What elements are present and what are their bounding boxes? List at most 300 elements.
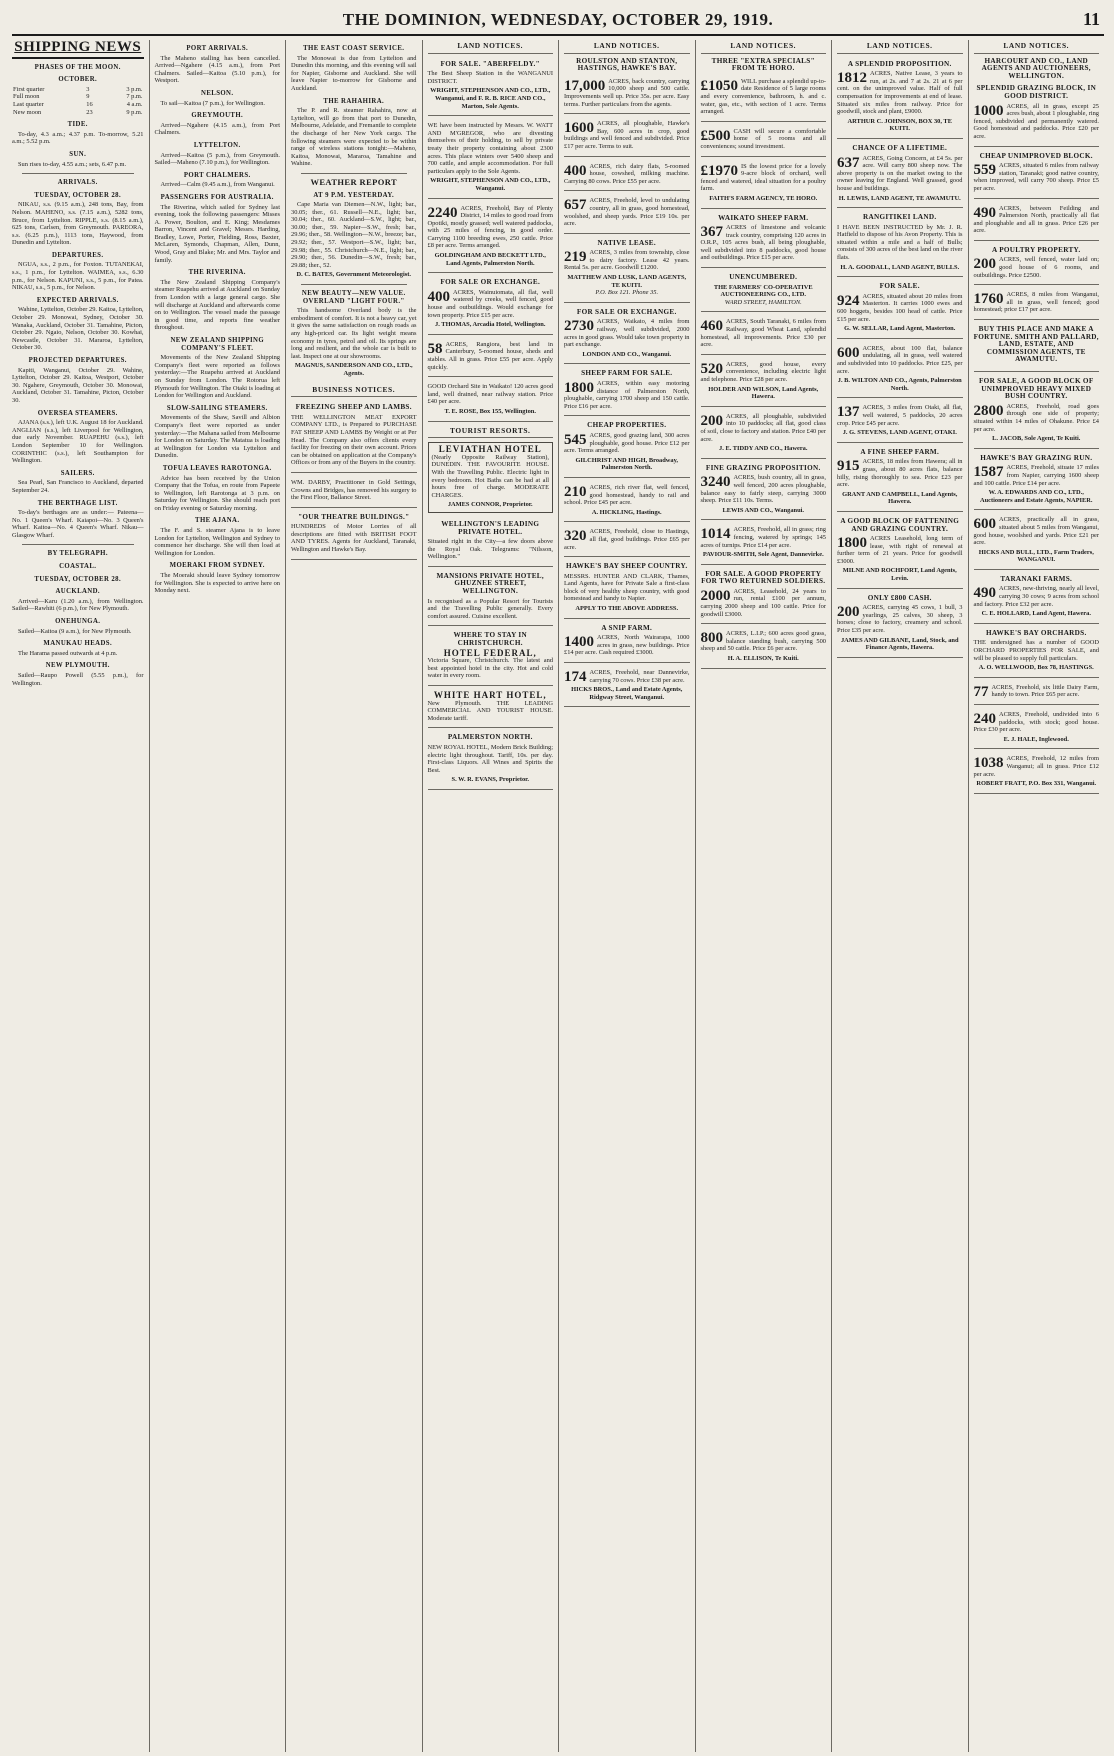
column-heading: LAND NOTICES.: [428, 40, 554, 54]
ad-heading: MANSIONS PRIVATE HOTEL, GHUZNEE STREET, WELLINGTON.: [436, 571, 544, 596]
ad-signature: ROBERT FRATT, P.O. Box 331, Wanganui.: [976, 780, 1097, 788]
east-coast-heading: THE EAST COAST SERVICE.: [303, 45, 405, 52]
ad-price: £1970: [700, 162, 738, 179]
ad-acreage: 1014: [700, 526, 731, 543]
port-place: GREYMOUTH.: [191, 112, 244, 120]
ad-signature: LONDON AND CO., Wanganui.: [582, 350, 672, 358]
land-ad: [701, 410, 827, 459]
slow-sailing-text: Movements of the Shaw, Savill and Albion Company's fleet were reported as under yesterday:—The Mahana sailed from Melbourne for London on Saturday. The Matatua is loading at Wellington for London via Lyttelton and Dunedin.: [154, 414, 280, 460]
expected-heading: EXPECTED ARRIVALS.: [36, 296, 119, 304]
ad-heading: ONLY £800 CASH.: [867, 593, 932, 602]
hotel-name: HOTEL FEDERAL,: [443, 647, 537, 658]
wellington-hotel-ad: [428, 518, 554, 567]
ad-text: ACRES, Freehold, road goes through one side of property; situated within 14 miles of Ohakune. Price £4 per acre.: [973, 402, 1099, 433]
berthage-text: To-day's berthages are as under:— Pateena—No. 1 Queen's Wharf. Kaiapoi—No. 3 Queen's Wharf. Kaitoa—No. 4 Queen's Wharf. Nikau—Glasgow Wharf.: [12, 509, 144, 539]
ad-heading: CHEAP UNIMPROVED BLOCK.: [979, 151, 1093, 160]
land-ad: [701, 315, 827, 354]
ad-text: ACRES of limestone and volcanic track country, comprising 120 acres in O.R.P., 105 acres bush, all being ploughable, well subdivided into 8 paddocks, good house and outbuildings. Price £15 per acre.: [700, 224, 826, 262]
ad-acreage: 915: [837, 458, 860, 475]
ad-signature: A. HICKLING, Hastings.: [591, 508, 662, 516]
land-ad: [701, 523, 827, 564]
column-land-notices-4: [831, 40, 968, 1752]
ad-acreage: 210: [564, 483, 587, 500]
ad-acreage: 1587: [973, 464, 1004, 481]
for-sale-ad: [837, 280, 963, 339]
ad-heading: RANGITIKEI LAND.: [863, 213, 937, 222]
waikato-sheep-farm-ad: [701, 212, 827, 269]
land-ad: [564, 525, 690, 557]
ad-text: ACRES, bush country, all in grass, well fenced, 200 acres ploughable, balance easy to fairly steep, carrying 3000 sheep. Price £11 10s. Terms.: [700, 474, 826, 505]
column-land-notices-1: [422, 40, 559, 1752]
firm-heading: HARCOURT AND CO., LAND AGENTS AND AUCTIONEERS, WELLINGTON.: [981, 56, 1091, 80]
ad-acreage: 2730: [564, 318, 594, 335]
white-hart-hotel-ad: [428, 689, 554, 728]
ad-acreage: 657: [564, 197, 587, 214]
cash-ad: [837, 592, 963, 658]
ad-text: ACRES, Native Lease, 3 years to run, at 2s. and 7 at 2s. 21 at 6 per cent. on the unimproved value. Half of full compensation for improvements at end of lease. Situated six miles from railway. Price for goodwill, stock and plant, £9000.: [837, 70, 963, 116]
ad-acreage: 137: [837, 404, 860, 421]
ad-acreage: 174: [564, 669, 587, 686]
ad-signature: J. G. STEVENS, LAND AGENT, OTAKI.: [842, 429, 957, 437]
berthage-heading: THE BERTHAGE LIST.: [37, 499, 118, 507]
ad-acreage: 200: [700, 412, 723, 429]
column-shipping-news: [12, 40, 149, 1752]
ad-acreage: 400: [427, 288, 450, 305]
ad-acreage: 2240: [427, 204, 458, 221]
land-ad: [564, 75, 690, 114]
ad-acreage: 490: [973, 585, 996, 602]
ad-text: ACRES, Waikato, 4 miles from railway, well subdivided, 2000 acres in good grass. Would take town property in part exchange.: [564, 318, 690, 349]
land-ad: [974, 513, 1100, 570]
ad-acreage: 200: [837, 604, 860, 621]
ad-signature: G. W. SELLAR, Land Agent, Masterton.: [844, 325, 956, 333]
overseas-text: AJANA (s.s.), left U.K. August 18 for Auckland. ANGLIAN (s.s.), left Liverpool for Wellington, due early November. RUAPEHU (s.s.), left London September 10 for Wellington. CORINTHIC (s.s.), left Southampton for Wellington.: [12, 419, 144, 465]
motor-ad: [291, 511, 417, 560]
unencumbered-ad: [701, 271, 827, 312]
ad-acreage: 2800: [973, 402, 1004, 419]
leviathan-hotel-ad: [428, 442, 554, 513]
ad-heading: FOR SALE. "ABERFELDY.": [440, 59, 540, 68]
columns: [12, 40, 1104, 1752]
ad-acreage: 1800: [564, 380, 594, 396]
bush-country-ad: [974, 375, 1100, 449]
dentist-ad: [291, 476, 417, 508]
fine-grazing-ad: [701, 462, 827, 521]
riverina-text: The New Zealand Shipping Company's steamer Ruapehu arrived at Auckland on Sunday from London with a large general cargo. She will discharge at Auckland and afterwards come on to Wellington. The vessel made the passage in good time, and reports fine weather throughout.: [154, 278, 280, 332]
departures-heading: DEPARTURES.: [52, 251, 104, 259]
ad-acreage: 1000: [973, 102, 1004, 119]
riverina-heading: THE RIVERINA.: [188, 269, 246, 277]
orchards-ad: [974, 627, 1100, 678]
firm-heading: ROULSTON AND STANTON, HASTINGS, HAWKE'S BAY.: [576, 56, 678, 73]
hotel-proprietor: JAMES CONNOR, Proprietor.: [447, 501, 533, 509]
ad-text: ACRES, Rangiora, best land in Canterbury, 5-roomed house, sheds and stables. All in grass. Price £55 per acre. Apply quickly.: [427, 340, 553, 371]
overland-heading: NEW BEAUTY—NEW VALUE. OVERLAND "LIGHT FOUR.": [301, 290, 406, 305]
ad-signature: ARTHUR C. JOHNSON, BOX 30, TE KUITI.: [847, 117, 952, 133]
hotel-name: WHITE HART HOTEL,: [433, 690, 547, 700]
ad-signature: W. A. EDWARDS AND CO., LTD., Auctioneers and Estate Agents, NAPIER.: [979, 489, 1093, 504]
ad-text: ACRES, all ploughable, subdivided into 10 paddocks; all flat, good class of soil, close to factory and station. Price £40 per acre.: [700, 412, 826, 443]
weather-subheading: AT 9 P.M. YESTERDAY.: [313, 191, 395, 199]
orchard-ad: [428, 380, 554, 421]
cheap-properties-ad: [564, 419, 690, 478]
ad-heading: FOR SALE, A GOOD BLOCK OF UNIMPROVED HEAVY MIXED BUSH COUNTRY.: [978, 377, 1094, 401]
ad-signature: HOLDER AND WILSON, Land Agents, Hawera.: [708, 385, 819, 401]
coastal-place: NEW PLYMOUTH.: [45, 662, 110, 670]
returned-soldiers-ad: [701, 568, 827, 625]
land-ad: [974, 288, 1100, 320]
ad-text: MESSRS. HUNTER AND CLARK, Thames, Land Agents, have for Private Sale a first-class block of very healthy sheep country, with good homestead and handy to Napier.: [564, 572, 690, 603]
column-heading: LAND NOTICES.: [564, 40, 690, 54]
christchurch-hotel-ad: [428, 629, 554, 686]
tourist-resorts-heading: TOURIST RESORTS.: [428, 425, 554, 439]
taranaki-farms-ad: [974, 573, 1100, 624]
port-place: NELSON.: [201, 89, 234, 97]
land-ad: [428, 338, 554, 377]
coastal-place: ONEHUNGA.: [55, 618, 101, 626]
ad-text: ACRES, carrying 45 cows, 1 bull, 3 yearlings, 25 calves, 30 sheep, 3 horses; close to factory, creamery and school. Price £35 per acre.: [837, 604, 963, 635]
business-notices-heading: BUSINESS NOTICES.: [291, 384, 417, 398]
ad-text: ACRES, Freehold, Bay of Plenty District, 14 miles to good road from Opotiki, mostly grassed; well watered paddocks, with 25 miles of fencing, in good order. Carrying 1100 breeding ewes, 250 cattle. Price £8 per acre. Terms arranged.: [427, 204, 553, 250]
ad-text: ACRES, situated about 20 miles from Masterton. It carries 1000 ewes and 600 hoggets, besides 100 head of cattle. Price £15 per acre.: [837, 292, 963, 323]
ad-acreage: 1812: [837, 70, 867, 87]
ad-text: ACRES, Freehold, situate 17 miles from Napier, carrying 1600 sheep and 100 cattle. Price £14 per acre.: [973, 464, 1099, 487]
land-ad: [974, 752, 1100, 793]
ad-heading: WAIKATO SHEEP FARM.: [718, 213, 809, 222]
telegraph-heading: BY TELEGRAPH.: [47, 550, 108, 558]
rahahira-text: The P. and R. steamer Rahahira, now at Lyttelton, will go from that port to Dunedin, Melbourne, Adelaide, and Fremantle to complete the discharge of her New York cargo. The following steamers were expected to be within range of wireless stations tonight:—Maheno, Kaitoa, Monowai, Mararoa, Tamahine and Wahine.: [291, 107, 417, 168]
ad-signature: C. E. HOLLARD, Land Agent, Hawera.: [981, 610, 1091, 618]
motor-heading: "OUR THEATRE BUILDINGS.": [298, 512, 410, 521]
passengers-text: The Riverina, which sailed for Sydney last evening, took the following passengers: Misses A. Power, Boulton, and E. King; Mesdames Barron, Vincent and Gravel; Messrs. Harding, Bradley, Lowe, Porter, Fielding, Ross, Baxter, McLaren, Symonds, Chapman, Allen, Dunn, Wood, Gray and Blake; Mr. and Mrs. Taylor and family.: [154, 203, 280, 264]
ad-text: GOOD Orchard Site in Waikato! 120 acres good land, well drained, near railway station. Price £40 per acre.: [427, 383, 553, 406]
ad-signature: S. W. R. EVANS, Proprietor.: [451, 776, 529, 784]
grazing-block-ad: [974, 82, 1100, 146]
ad-heading: NATIVE LEASE.: [597, 238, 656, 247]
divider: [301, 173, 407, 174]
ad-text: ACRES, Freehold, undivided into 6 paddocks, with stock; good house. Price £30 per acre.: [973, 711, 1099, 734]
aberfeldy-ad: [428, 58, 554, 117]
ad-heading: CHEAP PROPERTIES.: [587, 421, 667, 430]
ad-heading: WELLINGTON'S LEADING PRIVATE HOTEL.: [441, 519, 540, 536]
divider: [22, 544, 134, 545]
arrivals-heading: ARRIVALS.: [57, 179, 98, 187]
slow-sailing-heading: SLOW-SAILING STEAMERS.: [166, 404, 268, 412]
ad-acreage: 367: [700, 224, 723, 241]
ad-text: ACRES, new-thriving, nearly all level, carrying 30 cows; 9 acres from school and factory. Price £32 per acre.: [973, 585, 1099, 608]
ad-acreage: 320: [564, 528, 587, 545]
ad-text: ACRES, practically all in grass, situated about 5 miles from Wanganui, good house, woolshed and yards. Price £21 per acre.: [973, 516, 1099, 547]
ad-text: ACRES, rich river flat, well fenced, good homestead, handy to rail and school. Price £45 per acre.: [564, 483, 690, 507]
ad-signature: J. THOMAS, Arcadia Hotel, Wellington.: [435, 321, 546, 329]
ad-signature: JAMES AND GILBANE, Land, Stock, and Finance Agents, Hawera.: [840, 636, 959, 652]
tide-heading: TIDE.: [67, 121, 88, 129]
ad-text: ACRES, 3 miles from township, close to dairy factory. Lease 42 years. Rental 5s. per acre. Goodwill £1200.: [564, 249, 690, 272]
ad-signature: H. LEWIS, LAND AGENT, TE AWAMUTU.: [838, 194, 961, 202]
ad-acreage: 77: [973, 683, 989, 700]
palmerston-hotel-ad: [428, 731, 554, 790]
coastal-place: AUCKLAND.: [55, 588, 101, 596]
coastal-text: Sailed—Kaitoa (9 a.m.), for New Plymouth.: [18, 627, 132, 635]
ad-signature: GILCHRIST AND HIGH, Broadway, Palmerston North.: [575, 456, 679, 472]
weather-text: Cape Maria van Diemen—N.W., light; bar., 30.05; ther., 61. Russell—N.E., light; bar., 30.04; ther., 60. Auckland—S.W., light; bar., 30.00; ther., 59. Napier—S.W., fresh; bar., 29.96; ther., 58. Wellington—N.W., breeze; bar., 29.92; ther., 57. Westport—S.W., light; bar., 29.98; ther., 55. Christchurch—N.E., light; bar., 29.90; ther., 56. Dunedin—S.W., fresh; bar., 29.88; ther., 52.: [291, 201, 417, 269]
ad-price: £500: [700, 127, 731, 144]
table-row: Full moon 9 7 p.m.: [13, 93, 143, 101]
land-ad: [701, 358, 827, 407]
ad-text: WILL purchase a splendid up-to-date Residence of 5 large rooms and every convenience, bathroom, h. and c. water, gas, etc., with section of 1 acre. Terms arranged.: [700, 77, 826, 116]
expected-text: Wahine, Lyttelton, October 29. Kaitoa, Lyttelton, October 29. Monowai, Sydney, October 30. Wanaka, Auckland, October 31. Tamahine, Picton, October 29. Ngaio, Nelson, October 30. Kowhai, Newcastle, October 31. Mararoa, Lyttelton, October 30.: [12, 306, 144, 352]
ad-heading: SHEEP FARM FOR SALE.: [581, 369, 673, 378]
ad-text: New Plymouth. THE LEADING COMMERCIAL AND TOURIST HOUSE. Moderate tariff.: [427, 699, 553, 722]
ad-heading: A POULTRY PROPERTY.: [992, 245, 1081, 254]
ad-acreage: 1800: [837, 535, 867, 552]
moeraki-heading: MOERAKI FROM SYDNEY.: [169, 562, 265, 570]
ad-signature: LEWIS AND CO., Wanganui.: [722, 506, 805, 514]
masthead: [12, 6, 1104, 36]
ad-heading: A SPLENDID PROPOSITION.: [847, 59, 952, 68]
port-place: PORT CHALMERS.: [183, 171, 251, 179]
poultry-ad: [974, 244, 1100, 285]
ad-acreage: 520: [700, 360, 723, 377]
arrivals-text: NIKAU, s.s. (9.15 a.m.), 248 tons, Bay, from Nelson. MAHENO, s.s. (7.15 a.m.), 5282 tons, Bruce, from Lyttelton. RIPPLE, s.s. (8.15 a.m.), 625 tons, Carlsen, from Greymouth. PAREORA, s.s. (6.25 p.m.), 1113 tons, Haywood, from Dunedin and Lyttelton.: [12, 201, 144, 247]
coastal-date: TUESDAY, OCTOBER 28.: [34, 575, 122, 583]
ad-heading: FOR SALE.: [879, 282, 920, 291]
coastal-place: MANUKAU HEADS.: [43, 640, 113, 648]
ad-heading: WHERE TO STAY IN CHRISTCHURCH.: [453, 631, 528, 648]
ad-heading: FOR SALE. A GOOD PROPERTY FOR TWO RETURNED SOLDIERS.: [701, 569, 826, 586]
ad-text: ACRES, Freehold, 12 miles from Wanganui; all in grass. Price £12 per acre.: [973, 755, 1099, 778]
ad-acreage: 17,000: [564, 77, 606, 94]
coastal-text: Sailed—Raupo Powell (5.55 p.m.), for Wellington.: [12, 672, 144, 687]
grazing-run-ad: [974, 452, 1100, 511]
table-row: First quarter 3 3 p.m.: [13, 85, 143, 93]
ad-acreage: 219: [564, 249, 587, 266]
ad-text: ACRES, within easy motoring distance of Palmerston North, ploughable, carrying 1700 sheep and 150 cattle. Price £16 per acre.: [564, 380, 690, 410]
land-ad: [564, 160, 690, 192]
land-ad: [564, 666, 690, 707]
ad-signature: GOLDINGHAM AND BECKETT LTD., Land Agents, Palmerston North.: [434, 252, 546, 267]
ad-heading: A SNIP FARM.: [601, 623, 653, 632]
column-land-notices-5: [968, 40, 1105, 1752]
ad-acreage: 1760: [973, 291, 1004, 308]
port-place: LYTTELTON.: [193, 141, 241, 149]
arrivals-date: TUESDAY, OCTOBER 28.: [34, 191, 122, 199]
ad-text: I HAVE BEEN INSTRUCTED by Mr. J. R. Hatfield to dispose of his Avon Property. This is situated within a mile and a half of Bulls; consists of 300 acres of the best land on the river flats.: [837, 223, 963, 262]
column-land-notices-3: [695, 40, 832, 1752]
hotel-name: LEVIATHAN HOTEL: [438, 444, 542, 455]
ad-text: ACRES Leasehold, long term of lease, with right of renewal at further term of 21 years. Price for goodwill £3000.: [837, 535, 963, 565]
ad-signature: MILNE AND ROCHFORT, Land Agents, Levin.: [842, 567, 957, 583]
ad-heading: BUY THIS PLACE AND MAKE A FORTUNE. SMITH AND PALLARD, LAND, ESTATE, AND COMMISSION AGENTS, TE AWAMUTU.: [973, 325, 1099, 364]
ad-signature: J. E. TIDDY AND CO., Hawera.: [719, 445, 808, 453]
ad-signature: HICKS BROS., Land and Estate Agents, Ridgway Street, Wanganui.: [571, 686, 683, 701]
nz-shipping-heading: NEW ZEALAND SHIPPING COMPANY'S FLEET.: [170, 337, 265, 352]
ad-text: ACRES, Freehold, level to undulating country, all in grass, good homestead, woolshed, and sheep yards. Price £19 10s. per acre.: [564, 197, 690, 228]
ad-signature: FAITH'S FARM AGENCY, TE HORO.: [709, 194, 818, 202]
table-row: New moon 23 9 p.m.: [13, 108, 143, 116]
ad-text: ACRES, L.I.P.; 600 acres good grass, balance standing bush, carrying 500 sheep and 50 cattle. Price £6 per acre.: [700, 630, 826, 653]
ad-text: ACRES, South Taranaki, 6 miles from Railway, good Wheat Land, splendid homestead, all improvements. Price £30 per acre.: [700, 318, 826, 349]
column-port-news: [149, 40, 286, 1752]
ad-signature: E. J. HALE, Inglewood.: [1003, 735, 1069, 743]
chance-ad: [837, 142, 963, 208]
ad-text: NEW ROYAL HOTEL, Modern Brick Building; electric light throughout. Tariff, 10s. per day. First-class Liquors. All Wines and Spirits the Best.: [427, 743, 553, 774]
east-coast-text: The Monowai is due from Lyttelton and Dunedin this morning, and this evening will sail for Napier, Gisborne and Auckland. She will leave Napier to-morrow for Gisborne and Auckland.: [291, 54, 417, 92]
sheep-farm-ad: [564, 367, 690, 416]
watt-mgregor-ad: [428, 119, 554, 198]
moon-table: [12, 86, 144, 116]
land-ad: [974, 708, 1100, 749]
departures-text: NGUA, s.s., 2 p.m., for Foxton. TUTANEKAI, s.s., 1 p.m., for Lyttelton. WAIMEA, s.s., 6.30 p.m., for Nelson. KAPUNI, s.s., 5 p.m., for Patea. NIKAU, s.s., 5 p.m., for Nelson.: [12, 261, 144, 292]
column-weather-business: [285, 40, 422, 1752]
ad-address: WARD STREET, HAMILTON.: [724, 298, 802, 306]
ad-signature: H. A. GOODALL, LAND AGENT, BULLS.: [840, 263, 960, 271]
tofua-heading: TOFUA LEAVES RAROTONGA.: [162, 464, 272, 472]
ad-text: ACRES, between Feilding and Palmerston North, practically all flat and ploughable and all in grass. Price £26 per acre.: [973, 204, 1099, 235]
ad-acreage: 924: [837, 292, 860, 309]
column-heading: LAND NOTICES.: [701, 40, 827, 54]
ad-text: ACRES, situated 6 miles from railway station, Taranaki; good native country, when improved, will carry 700 sheep. Price £5 per acre.: [973, 162, 1099, 192]
ad-text: ACRES, 18 miles from Hawera; all in grass, about 80 acres flats, balance hilly, rising thoroughly to sea. Price £23 per acre.: [837, 458, 963, 489]
ad-text: THE undersigned has a number of GOOD ORCHARD PROPERTIES FOR SALE, and will be pleased to supply full particulars.: [973, 639, 1099, 662]
ad-heading: FOR SALE OR EXCHANGE.: [576, 307, 677, 316]
ad-heading: CHANCE OF A LIFETIME.: [852, 143, 948, 152]
ad-signature: H. A. ELLISON, Te Kuiti.: [727, 655, 799, 663]
ad-acreage: 559: [973, 162, 996, 179]
ad-signature: A. O. WELLWOOD, Box 78, HASTINGS.: [978, 664, 1094, 672]
passengers-heading: PASSENGERS FOR AUSTRALIA.: [160, 193, 274, 201]
page-number: 11: [1082, 9, 1100, 29]
ad-text: ACRES, good house, every convenience, including electric light and telephone. Price £28 per acre.: [700, 360, 826, 383]
ad-signature: WRIGHT, STEPHENSON AND CO., LTD., Wanganui.: [430, 177, 551, 192]
overseas-heading: OVERSEA STEAMERS.: [37, 409, 118, 417]
hotel-text: (Nearly Opposite Railway Station), DUNEDIN. THE FAVOURITE HOUSE. With the Travelling Public. Electric light in every bedroom. Hot Baths can be had at all hours free of charge. MODERATE CHARGES.: [431, 453, 549, 499]
ad-acreage: 490: [973, 204, 996, 221]
ad-text: ACRES, well fenced, water laid on; good house of 6 rooms, and outbuildings. Price £2500.: [973, 256, 1099, 279]
ad-acreage: 545: [564, 431, 587, 448]
column-land-notices-2: [558, 40, 695, 1752]
native-lease-ad: [564, 237, 690, 303]
ad-acreage: 1038: [973, 755, 1004, 772]
land-ad: [564, 481, 690, 522]
column-heading: LAND NOTICES.: [974, 40, 1100, 54]
moon-month: OCTOBER.: [58, 76, 98, 84]
ad-text: ACRES, Freehold, all in grass; ring fencing, watered by springs; 145 acres of turnips. Price £14 per acre.: [700, 526, 826, 549]
coastal-text: Arrived—Karu (1.20 a.m.), from Wellington. Sailed—Rawhiti (6 p.m.), for New Plymouth.: [12, 597, 144, 613]
ad-text: CASH will secure a comfortable home of 5 rooms and all conveniences; sound investment.: [700, 127, 826, 150]
ad-text: Situated right in the City—a few doors above the Royal Oak. Telegrams: "Nilsson, Wellington.": [427, 538, 553, 561]
moeraki-text: The Moeraki should leave Sydney tomorrow for Wellington. She is expected to arrive here on Monday next.: [154, 572, 280, 595]
fattening-ad: [837, 515, 963, 589]
ad-text: IS the lowest price for a lovely 9-acre block of orchard, well fenced and watered, ideal situation for a poultry farm.: [700, 162, 826, 193]
ad-signature: T. E. ROSE, Box 155, Wellington.: [444, 407, 536, 415]
land-ad: [974, 681, 1100, 705]
ad-heading: UNENCUMBERED.: [729, 273, 798, 282]
overland-text: This handsome Overland body is the embodiment of comfort. It is not a heavy car, yet it gives the same satisfaction on rough roads as any high-priced car. Its light weight means economy in tyres, petrol and oil. Its springs are long and resilient, and the whole car is built to last. Inspect one at our showrooms.: [291, 307, 417, 360]
sun-text: Sun rises to-day, 4.55 a.m.; sets, 6.47 p.m.: [18, 160, 127, 168]
projected-text: Kapiti, Wanganui, October 29. Wahine, Lyttelton, October 29. Kaitoa, Westport, October 30. Ngahere, Greymouth, October 30. Monowai, Auckland, October 31. Tamahine, Picton, October 30.: [12, 366, 144, 404]
motor-text: HUNDREDS of Motor Lorries of all descriptions are fitted with BRITISH FOOT AND TYRES. Agents for Auckland, Taranaki, Wellington and Hawke's Bay.: [291, 523, 417, 554]
fine-sheep-farm-ad: [837, 446, 963, 512]
ad-acreage: 600: [837, 344, 860, 361]
land-ad: [564, 117, 690, 156]
unimproved-block-ad: [974, 150, 1100, 199]
freezing-ad: [291, 401, 417, 473]
land-ad: [837, 401, 963, 442]
ad-signature: THE FARMERS' CO-OPERATIVE AUCTIONEERING CO., LTD.: [713, 283, 813, 299]
land-ad: [837, 342, 963, 399]
ad-heading: FOR SALE OR EXCHANGE.: [440, 278, 541, 287]
exchange-ad: [428, 276, 554, 335]
ad-signature: J. B. WILTON AND CO., Agents, Palmerston North.: [837, 377, 962, 392]
ad-text: ACRES, all in grass, except 25 acres bush, about 1 ploughable, ring fenced, subdivided and permanently watered. Good homestead and paddocks. Price £20 per acre.: [973, 102, 1099, 140]
ad-heading: FINE GRAZING PROPOSITION.: [705, 463, 821, 472]
ad-heading: PALMERSTON NORTH.: [447, 733, 533, 742]
ad-signature: PAVIOUR-SMITH, Sole Agent, Dannevirke.: [702, 551, 824, 559]
ajana-text: The F. and S. steamer Ajana is to leave London for Lyttelton, Wellington and Sydney to commence her discharge. She will then load at Wellington for London.: [154, 527, 280, 557]
sailers-text: Sea Pearl, San Francisco to Auckland, departed September 24.: [12, 479, 144, 494]
ad-text: ACRES, 8 miles from Wanganui, all in grass, well fenced; good homestead; price £17 per acre.: [973, 291, 1099, 314]
ad-acreage: 200: [973, 256, 996, 273]
land-ad: [701, 160, 827, 209]
ad-text: ACRES, back country, carrying 10,000 sheep and 500 cattle. Improvements well up. Price 35s. per acre. Easy terms. Further particulars from the agents.: [564, 77, 690, 108]
ad-text: ACRES, rich dairy flats, 5-roomed house, cowshed, milking machine. Carrying 80 cows. Price £55 per acre.: [564, 162, 690, 185]
ad-signature: HICKS AND BULL, LTD., Farm Traders, WANGANUI.: [978, 548, 1094, 564]
ajana-heading: THE AJANA.: [195, 517, 240, 525]
ad-text: ACRES, Going Concern, at £4 5s. per acre. Will carry 800 sheep now. The above property is on the market owing to the owner leaving for England. Well grassed, good house and buildings.: [837, 154, 963, 192]
ad-text: ACRES, Freehold, near Dannevirke, carrying 70 cows. Price £38 per acre.: [589, 669, 690, 684]
tide-text: To-day, 4.3 a.m.; 4.37 p.m. To-morrow, 5.21 a.m.; 5.52 p.m.: [12, 130, 144, 146]
fortune-ad: [974, 323, 1100, 372]
ad-heading: TARANAKI FARMS.: [1000, 574, 1073, 583]
ad-signature: APPLY TO THE ABOVE ADDRESS.: [575, 605, 679, 613]
ad-text: WE have been instructed by Messrs. W. WATT AND M'GREGOR, who are divesting themselves of their holding, to sell by private treaty their property containing about 2300 acres. This place winters over 5400 sheep and 700 cattle, and ample accommodation. For full particulars apply to the Sole Agents.: [427, 122, 553, 175]
land-ad: [564, 194, 690, 233]
mansions-hotel-ad: [428, 570, 554, 627]
nz-shipping-text: Movements of the New Zealand Shipping Company's fleet were reported as follows yesterday:—The Ruapehu arrived at Auckland on Sunday from London. The Rotorua left Plymouth for Wellington. The Otaki is loading at London for Wellington and Auckland.: [154, 354, 280, 400]
port-text: Arrived—Calm (9.45 a.m.), from Wanganui.: [160, 181, 275, 189]
port-text: To sail—Kaitoa (7 p.m.), for Wellington.: [160, 99, 266, 107]
ad-acreage: 1400: [564, 634, 594, 651]
ad-text: ACRES, Freehold, six little Dairy Farm, handy to town. Price £65 per acre.: [991, 683, 1099, 699]
rahahira-heading: THE RAHAHIRA.: [323, 97, 385, 105]
land-ad: [701, 125, 827, 157]
port-text: The Maheno stalling has been cancelled. Arrived—Ngahere (4.15 a.m.), from Port Chalmers. Sailed—Kaitoa (5.10 p.m.), for Westport.: [154, 54, 280, 85]
ad-heading: A GOOD BLOCK OF FATTENING AND GRAZING COUNTRY.: [840, 516, 960, 533]
ad-acreage: 1600: [564, 120, 594, 137]
projected-heading: PROJECTED DEPARTURES.: [28, 357, 127, 364]
rangitikei-ad: [837, 211, 963, 277]
ad-address: P.O. Box 121. Phone 35.: [595, 289, 659, 297]
ad-heading: HAWKE'S BAY ORCHARDS.: [985, 628, 1087, 637]
sailers-heading: SAILERS.: [60, 469, 95, 477]
ad-acreage: 460: [700, 318, 723, 335]
ad-signature: WRIGHT, STEPHENSON AND CO., LTD., Wanganui, and F. R. B. RICE AND CO., Marton, Sole Agents.: [430, 87, 551, 110]
ad-heading: SPLENDID GRAZING BLOCK, IN GOOD DISTRICT.: [976, 84, 1097, 100]
ad-text: ACRES, Wainuiomata, all flat, well watered by creeks, well fenced, good house and outbuildings. Would exchange for town property. Price £15 per acre.: [427, 288, 553, 319]
coastal-heading: COASTAL.: [59, 563, 97, 571]
freezing-text: THE WELLINGTON MEAT EXPORT COMPANY LTD., is Prepared to PURCHASE FAT SHEEP AND LAMBS By Weight or at Per Head. The Company also offers clients every facility for freezing on their own account. Prices can be obtained on application at the Company's Offices or from any of the Buyers in the country.: [291, 413, 417, 467]
exchange-ad: [564, 306, 690, 365]
ad-price: £1050: [700, 77, 738, 94]
ad-heading: HAWKE'S BAY SHEEP COUNTRY.: [566, 562, 688, 571]
specials-heading: THREE "EXTRA SPECIALS" FROM TE HORO.: [711, 56, 815, 73]
land-ad: [701, 75, 827, 122]
ad-text: ACRES, good grazing land, 300 acres ploughable, good house. Price £12 per acre. Terms arranged.: [564, 431, 690, 455]
shipping-news-heading: SHIPPING NEWS: [12, 40, 144, 59]
ad-text: The Best Sheep Station in the WANGANUI DISTRICT.: [427, 70, 553, 85]
ad-acreage: 58: [427, 340, 443, 357]
